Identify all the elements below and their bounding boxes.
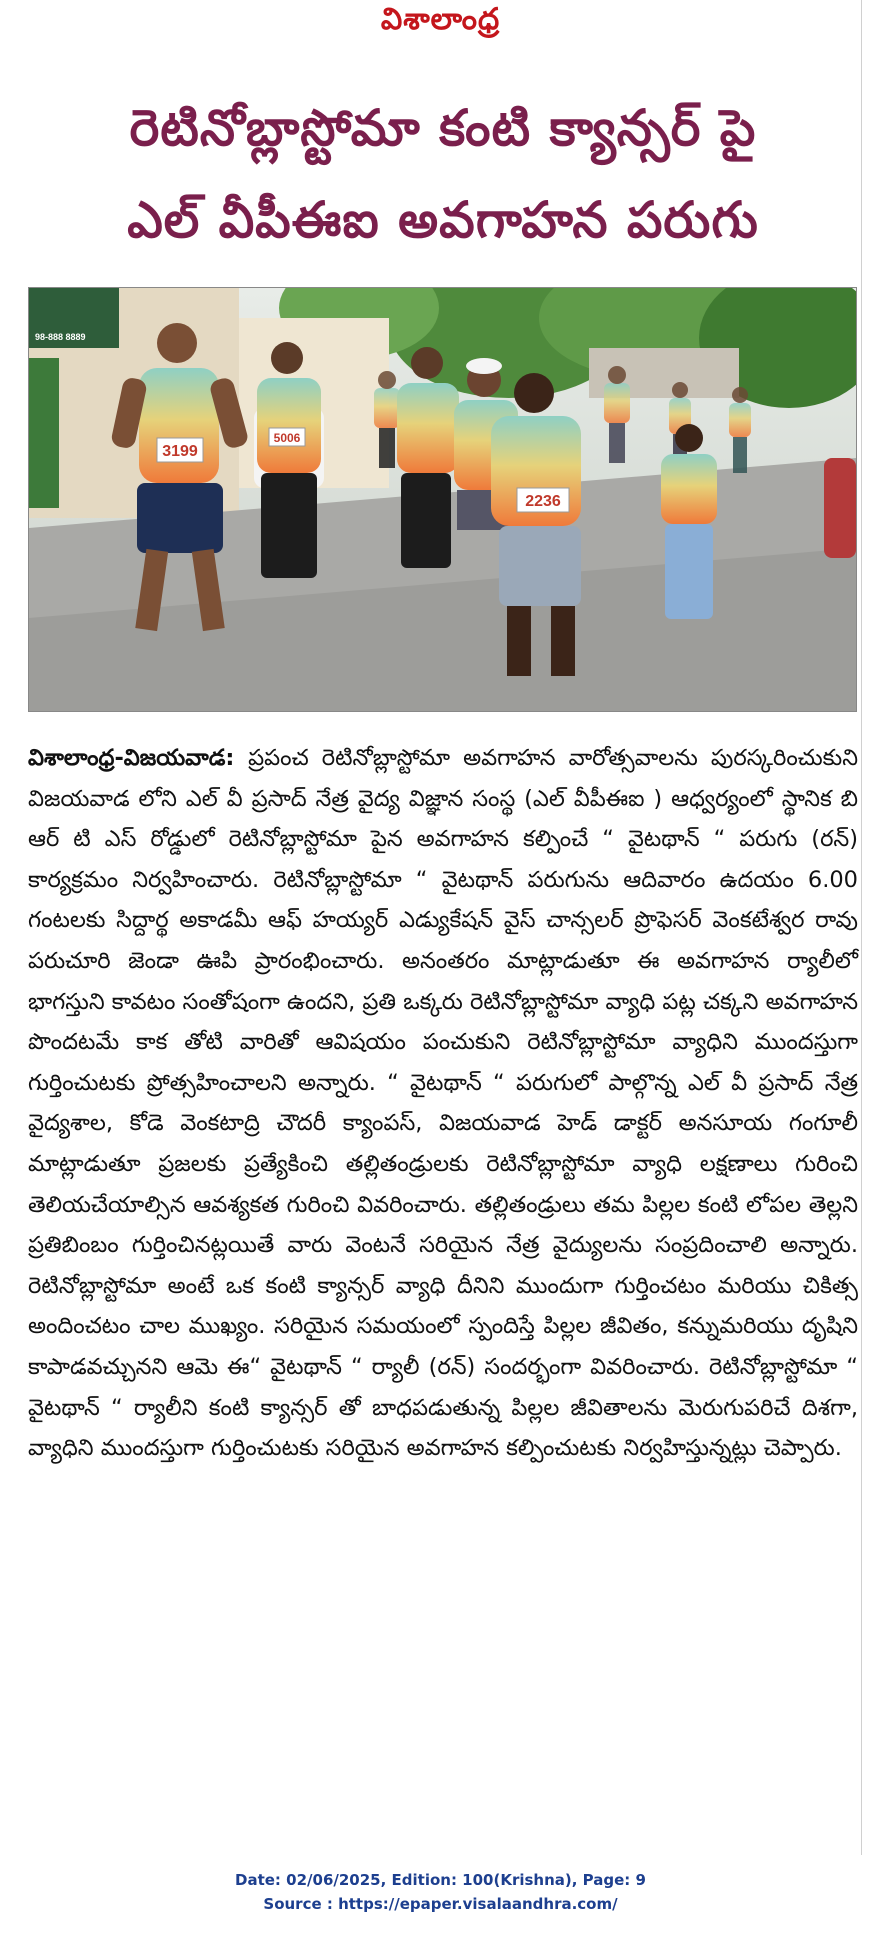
page-footer <box>0 1868 881 1916</box>
source-link[interactable]: Source : https://epaper.visalaandhra.com/ <box>263 1895 618 1913</box>
headline-line-2: ఎల్ వీపీఈఐ అవగాహన పరుగు <box>127 191 759 249</box>
bib-3199: 3199 <box>162 443 198 460</box>
article-dateline: విశాలాంధ్ర-విజయవాడ: <box>28 745 249 771</box>
masthead <box>0 0 881 60</box>
bib-5006: 5006 <box>273 431 301 445</box>
headline-line-1: రెటినోబ్లాస్టోమా కంటి క్యాన్సర్ పై <box>129 99 757 157</box>
article-body <box>28 738 858 1469</box>
article-headline <box>28 82 858 266</box>
shop-sign: 98-888 8889 <box>35 332 86 342</box>
edition-info: Date: 02/06/2025, Edition: 100(Krishna), Page: 9 <box>235 1871 646 1889</box>
newspaper-logo: విశాలాంధ్ర <box>380 2 501 37</box>
runners-photo <box>29 288 856 711</box>
bib-2236: 2236 <box>525 493 561 510</box>
article-text: ప్రపంచ రెటినోబ్లాస్టోమా అవగాహన వారోత్సవాలను పురస్కరించుకుని విజయవాడ లోని ఎల్ వీ ప్రసాద్ నేత్ర వైద్య విజ్ఞాన సంస్థ (ఎల్ వీపీఈఐ ) ఆధ్వర్యంలో స్థానిక బి ఆర్ టి ఎస్ రోడ్డులో రెటినోబ్లాస్టోమా పైన అవగాహన కల్పించే “ వైటథాన్ “ పరుగు (రన్) కార్యక్రమం నిర్వహించారు. రెటినోబ్లాస్టోమా “ వైటథాన్ పరుగును ఆదివారం ఉదయం 6.00 గంటలకు సిద్దార్థ అకాడమీ ఆఫ్ హయ్యర్ ఎడ్యుకేషన్ వైస్ చాన్సలర్ ప్రొఫెసర్ వెంకటేశ్వర రావు పరుచూరి జెండా ఊపి ప్రారంభించారు. అనంతరం మాట్లాడుతూ ఈ అవగాహన ర్యాలీలో భాగస్తుని కావటం సంతోషంగా ఉందని, ప్రతి ఒక్కరు రెటినోబ్లాస్టోమా వ్యాధి పట్ల చక్కని అవగాహన పొందటమే కాక తోటి వారితో ఆవిషయం పంచుకుని రెటినోబ్లాస్టోమా వ్యాధిని ముందస్తుగా గుర్తించుటకు ప్రోత్సహించాలని అన్నారు. “ వైటథాన్ “ పరుగులో పాల్గొన్న ఎల్ వీ ప్రసాద్ నేత్ర వైద్యశాల, కోడె వెంకటాద్రి చౌదరీ క్యాంపస్, విజయవాడ హెడ్ డాక్టర్ అనసూయ గంగూలీ మాట్లాడుతూ ప్రజలకు ప్రత్యేకించి తల్లితండ్రులకు రెటినోబ్లాస్టోమా వ్యాధి లక్షణాలు గురించి తెలియచేయాల్సిన ఆవశ్యకత గురించి వివరించారు. తల్లితండ్రులు తమ పిల్లల కంటి లోపల తెల్లని ప్రతిబింబం గుర్తించినట్లయితే వారు వెంటనే సరియైన నేత్ర వైద్యులను సంప్రదించాలి అన్నారు. రెటినోబ్లాస్టోమా అంటే ఒక కంటి క్యాన్సర్ వ్యాధి దీనిని ముందుగా గుర్తించటం మరియు చికిత్స అందించటం చాల ముఖ్యం. సరియైన సమయంలో స్పందిస్తే పిల్లల జీవితం, కన్నుమరియు దృషిని కాపాడవచ్చునని ఆమె ఈ“ వైటథాన్ “ ర్యాలీ (రన్) సందర్భంగా వివరించారు. రెటినోబ్లాస్టోమా “ వైటథాన్ “ ర్యాలీని కంటి క్యాన్సర్ తో బాధపడుతున్న పిల్లల జీవితాలను మెరుగుపరిచే దిశగా, వ్యాధిని ముందస్తుగా గుర్తించుటకు సరియైన అవగాహన కల్పించుటకు నిర్వహిస్తున్నట్లు చెప్పారు. <box>28 745 858 1462</box>
article-photo <box>28 287 857 712</box>
